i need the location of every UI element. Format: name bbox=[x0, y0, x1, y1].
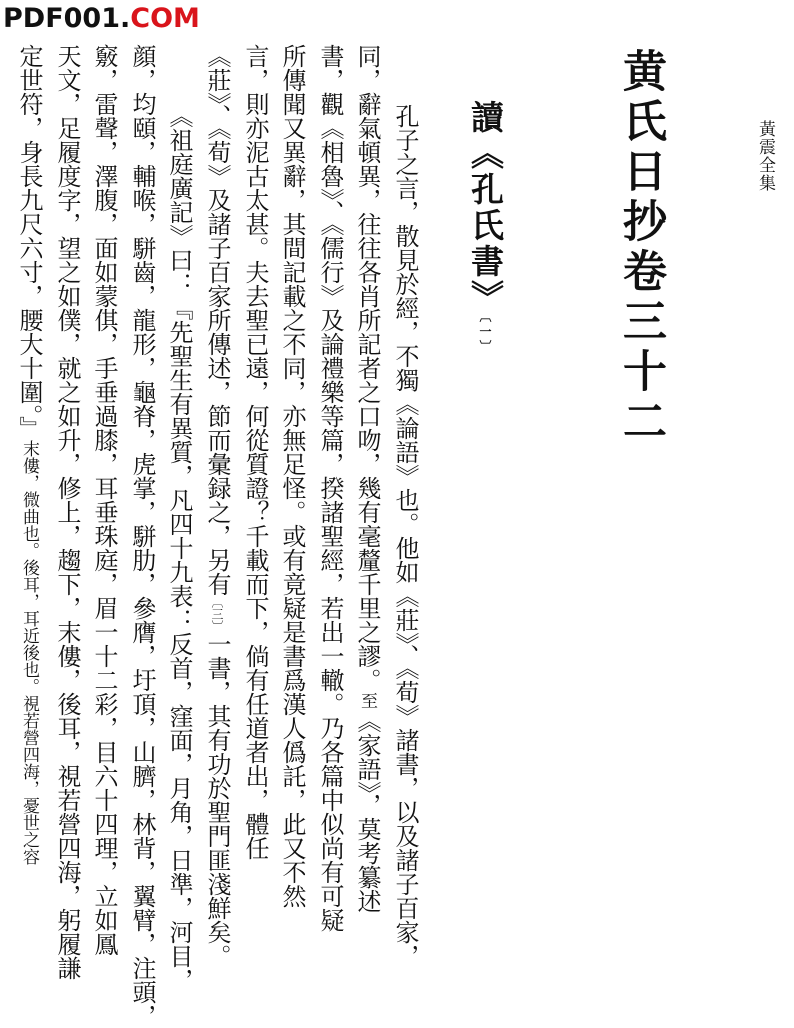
body-column bbox=[355, 44, 379, 941]
body-column bbox=[243, 44, 267, 941]
body-column bbox=[90, 44, 118, 956]
section-title-footnote: 〔一〕 bbox=[478, 316, 492, 355]
body-column bbox=[17, 44, 41, 941]
column-text: 《莊》、《荀》及諸子百家所傳述，節而彙録之，另有 bbox=[203, 44, 231, 596]
body-column bbox=[203, 44, 231, 968]
watermark-suffix: COM bbox=[130, 3, 200, 34]
column-text-end: 一書，其有功於聖門匪淺鮮矣。 bbox=[203, 632, 231, 968]
column-text: 言，則亦泥古太甚。夫去聖已遠，何從質證？千載而下，倘有任道者出，體任 bbox=[241, 44, 269, 860]
column-small-text: 至 bbox=[357, 692, 377, 709]
body-column bbox=[393, 104, 417, 1001]
column-text: 《祖庭廣記》曰：『先聖生有異質，凡四十九表：反首，窪面，月角，日準，河目， bbox=[165, 104, 193, 992]
column-annotation: 末僂，微曲也。後耳，耳近後也。視若營四海，憂世之容 bbox=[19, 440, 39, 865]
column-text: 竅，雷聲，澤腹，面如蒙倛，手垂過膝，耳垂珠庭，眉一十二彩，目六十四理，立如鳳 bbox=[90, 44, 118, 956]
body-column bbox=[280, 44, 304, 941]
running-head: 黃震全集 bbox=[755, 120, 775, 192]
body-column bbox=[53, 44, 81, 980]
column-text: 天文，足履度字，望之如僕，就之如升，修上，趨下，末僂，後耳，視若營四海，躬履謙 bbox=[53, 44, 81, 980]
column-text-end: 《家語》，莫考纂述 bbox=[353, 709, 381, 913]
section-title bbox=[462, 100, 509, 355]
column-text: 書，觀《相魯》、《儒行》及論禮樂等篇，揆諸聖經，若出一轍。乃各篇中似尚有可疑 bbox=[316, 44, 344, 932]
column-text: 孔子之言，散見於經，不獨《論語》也。他如《莊》、《荀》諸書，以及諸子百家， bbox=[391, 104, 419, 968]
body-column bbox=[318, 44, 342, 941]
column-text: 顔，均頤，輔喉，駢齒，龍形，龜脊，虎掌，駢肋，參膺，圩頂，山臍，林背，翼臂，注頭， bbox=[128, 44, 156, 1028]
watermark-prefix: PDF001. bbox=[3, 3, 131, 34]
column-footnote: 〔三〕 bbox=[210, 596, 224, 632]
body-column bbox=[167, 104, 191, 1001]
body-column bbox=[128, 44, 156, 1028]
column-text: 所傳聞又異辭，其間記載之不同，亦無足怪。或有竟疑是書爲漢人僞託，此又不然 bbox=[278, 44, 306, 908]
main-title: 黄氏日抄卷三十二 bbox=[615, 48, 666, 448]
column-text: 同，辭氣頓異，往往各肖所記者之口吻，幾有毫釐千里之謬。 bbox=[353, 44, 381, 692]
watermark bbox=[3, 2, 200, 36]
column-text: 定世符，身長九尺六寸，腰大十圍。』 bbox=[15, 44, 43, 440]
section-title-text: 讀《孔氏書》 bbox=[466, 100, 505, 316]
